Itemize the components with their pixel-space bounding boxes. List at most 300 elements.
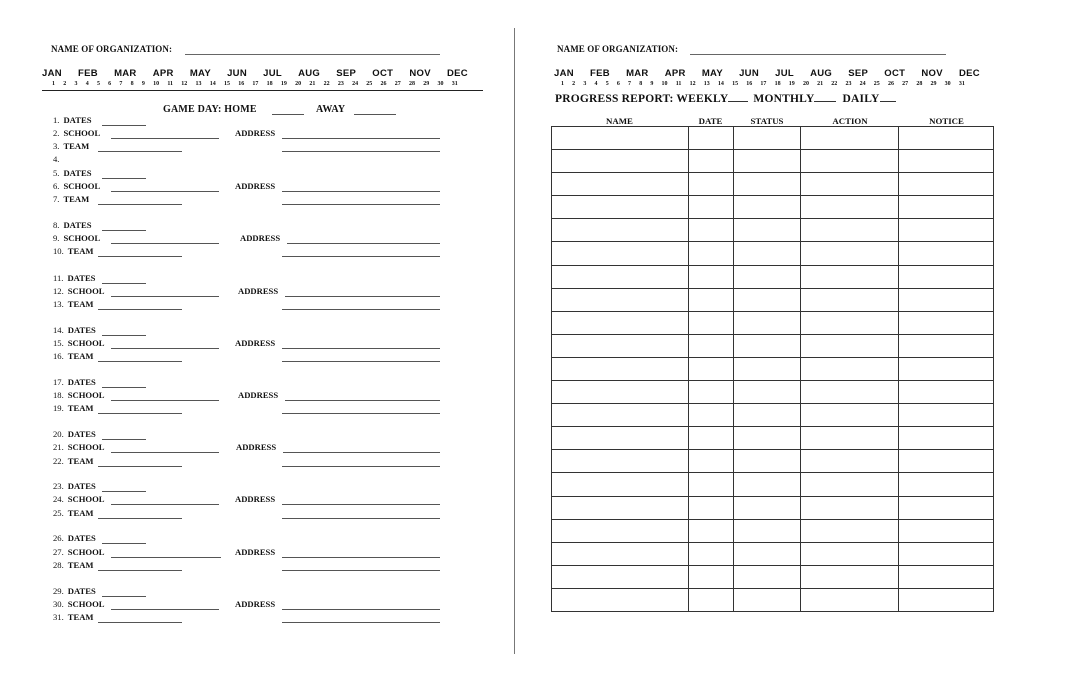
school-field[interactable] xyxy=(111,609,219,610)
month-option[interactable]: JUN xyxy=(739,68,759,79)
entry-line xyxy=(53,390,105,400)
table-cell[interactable] xyxy=(733,357,801,380)
table-cell[interactable] xyxy=(899,588,994,611)
table-cell[interactable] xyxy=(552,519,689,542)
month-option[interactable]: AUG xyxy=(810,68,833,79)
entry-line xyxy=(53,442,105,452)
table-cell[interactable] xyxy=(733,588,801,611)
line-number: 5. xyxy=(53,168,60,178)
table-row xyxy=(552,473,994,496)
day-option[interactable]: 20 xyxy=(802,81,809,87)
school-field[interactable] xyxy=(111,296,219,297)
table-cell[interactable] xyxy=(801,219,899,242)
line-label: TEAM xyxy=(67,612,94,622)
team-field[interactable] xyxy=(98,466,182,467)
left-org-label: NAME OF ORGANIZATION: xyxy=(51,44,173,54)
month-option[interactable]: AUG xyxy=(298,68,321,79)
day-option[interactable]: 5 xyxy=(96,81,100,87)
day-option[interactable]: 29 xyxy=(423,81,430,87)
day-option[interactable]: 13 xyxy=(703,81,710,87)
table-cell[interactable] xyxy=(801,565,899,588)
day-option[interactable]: 18 xyxy=(774,81,781,87)
table-cell[interactable] xyxy=(688,588,733,611)
team-field[interactable] xyxy=(98,256,182,257)
line-number: 19. xyxy=(53,403,64,413)
table-cell[interactable] xyxy=(899,219,994,242)
line-number: 26. xyxy=(53,533,64,543)
address-field[interactable] xyxy=(282,557,440,558)
table-cell[interactable] xyxy=(801,265,899,288)
table-cell[interactable] xyxy=(733,196,801,219)
month-option[interactable]: SEP xyxy=(848,68,869,79)
day-option[interactable]: 13 xyxy=(195,81,202,87)
entry-line xyxy=(53,533,96,543)
col-header-action: ACTION xyxy=(832,116,868,126)
day-option[interactable]: 9 xyxy=(650,81,654,87)
daily-field[interactable] xyxy=(880,91,896,102)
day-option[interactable]: 29 xyxy=(930,81,937,87)
table-cell[interactable] xyxy=(801,334,899,357)
table-cell[interactable] xyxy=(733,450,801,473)
table-cell[interactable] xyxy=(733,311,801,334)
table-row xyxy=(552,450,994,473)
day-option[interactable]: 11 xyxy=(675,81,682,87)
table-cell[interactable] xyxy=(688,496,733,519)
table-cell[interactable] xyxy=(733,173,801,196)
school-field[interactable] xyxy=(111,348,219,349)
table-cell[interactable] xyxy=(688,150,733,173)
table-cell[interactable] xyxy=(733,496,801,519)
line-label: TEAM xyxy=(67,456,94,466)
table-cell[interactable] xyxy=(801,450,899,473)
table-cell[interactable] xyxy=(733,381,801,404)
day-option[interactable]: 27 xyxy=(394,81,401,87)
line-number: 4. xyxy=(53,154,60,164)
table-cell[interactable] xyxy=(733,288,801,311)
table-cell[interactable] xyxy=(899,196,994,219)
dates-field[interactable] xyxy=(102,283,146,284)
line-number: 18. xyxy=(53,390,64,400)
table-cell[interactable] xyxy=(688,357,733,380)
school-field[interactable] xyxy=(111,400,219,401)
dates-field[interactable] xyxy=(102,543,146,544)
day-option[interactable]: 2 xyxy=(63,81,67,87)
day-option[interactable]: 28 xyxy=(409,81,415,87)
table-row xyxy=(552,565,994,588)
table-cell[interactable] xyxy=(899,242,994,265)
day-option[interactable]: 31 xyxy=(451,81,458,87)
table-cell[interactable] xyxy=(801,196,899,219)
day-option[interactable]: 7 xyxy=(628,81,632,87)
day-option[interactable]: 22 xyxy=(831,81,838,87)
table-cell[interactable] xyxy=(801,381,899,404)
table-cell[interactable] xyxy=(688,404,733,427)
table-cell[interactable] xyxy=(552,404,689,427)
table-cell[interactable] xyxy=(552,588,689,611)
month-option[interactable]: MAY xyxy=(701,68,723,79)
address-field[interactable] xyxy=(287,243,440,244)
month-option[interactable]: JUL xyxy=(775,68,794,79)
table-cell[interactable] xyxy=(899,496,994,519)
month-option[interactable]: OCT xyxy=(884,68,906,79)
table-cell[interactable] xyxy=(552,196,689,219)
day-option[interactable]: 17 xyxy=(252,81,259,87)
table-row xyxy=(552,265,994,288)
monthly-field[interactable] xyxy=(814,91,836,102)
day-option[interactable]: 26 xyxy=(887,81,894,87)
table-cell[interactable] xyxy=(733,542,801,565)
address-field[interactable] xyxy=(282,138,440,139)
line-number: 16. xyxy=(53,351,64,361)
table-cell[interactable] xyxy=(801,473,899,496)
address-field[interactable] xyxy=(285,296,440,297)
table-cell[interactable] xyxy=(733,334,801,357)
month-option[interactable]: JAN xyxy=(554,68,574,79)
table-cell[interactable] xyxy=(899,150,994,173)
line-number: 10. xyxy=(53,246,64,256)
left-days-row xyxy=(52,81,458,87)
table-cell[interactable] xyxy=(552,242,689,265)
day-option[interactable]: 19 xyxy=(788,81,795,87)
line-number: 30. xyxy=(53,599,64,609)
day-option[interactable]: 31 xyxy=(958,81,965,87)
day-option[interactable]: 19 xyxy=(280,81,287,87)
line-number: 24. xyxy=(53,494,64,504)
table-cell[interactable] xyxy=(899,173,994,196)
day-option[interactable]: 2 xyxy=(572,81,576,87)
table-cell[interactable] xyxy=(552,357,689,380)
table-cell[interactable] xyxy=(801,404,899,427)
month-option[interactable]: JUL xyxy=(263,68,282,79)
table-cell[interactable] xyxy=(801,173,899,196)
table-cell[interactable] xyxy=(688,427,733,450)
day-option[interactable]: 10 xyxy=(661,81,668,87)
line-label: DATES xyxy=(67,586,96,596)
table-cell[interactable] xyxy=(552,173,689,196)
month-option[interactable]: DEC xyxy=(959,68,980,79)
table-cell[interactable] xyxy=(899,473,994,496)
team-field[interactable] xyxy=(98,204,182,205)
dates-field[interactable] xyxy=(102,387,146,388)
day-option[interactable]: 11 xyxy=(167,81,174,87)
table-cell[interactable] xyxy=(733,150,801,173)
progress-daily-label: DAILY xyxy=(842,93,880,105)
table-cell[interactable] xyxy=(552,127,689,150)
day-option[interactable]: 24 xyxy=(352,81,359,87)
table-cell[interactable] xyxy=(688,542,733,565)
away-field[interactable] xyxy=(354,114,396,115)
day-option[interactable]: 1 xyxy=(52,81,55,87)
day-option[interactable]: 7 xyxy=(119,81,123,87)
right-org-field[interactable] xyxy=(690,46,946,55)
address-second-line-field[interactable] xyxy=(282,413,440,414)
away-label: AWAY xyxy=(316,104,346,115)
table-cell[interactable] xyxy=(688,196,733,219)
day-option[interactable]: 22 xyxy=(323,81,330,87)
day-option[interactable]: 28 xyxy=(916,81,923,87)
dates-field[interactable] xyxy=(102,178,146,179)
day-option[interactable]: 15 xyxy=(223,81,230,87)
table-cell[interactable] xyxy=(899,542,994,565)
table-cell[interactable] xyxy=(552,265,689,288)
line-label: SCHOOL xyxy=(67,338,105,348)
table-cell[interactable] xyxy=(899,127,994,150)
team-field[interactable] xyxy=(98,309,182,310)
day-option[interactable]: 1 xyxy=(561,81,564,87)
month-option[interactable]: MAR xyxy=(114,68,137,79)
address-field[interactable] xyxy=(285,400,440,401)
day-option[interactable]: 24 xyxy=(859,81,866,87)
table-cell[interactable] xyxy=(688,334,733,357)
table-cell[interactable] xyxy=(688,219,733,242)
day-option[interactable]: 12 xyxy=(689,81,696,87)
table-cell[interactable] xyxy=(899,265,994,288)
day-option[interactable]: 30 xyxy=(437,81,444,87)
entry-line xyxy=(53,325,96,335)
left-org-field[interactable] xyxy=(185,46,440,55)
day-option[interactable]: 5 xyxy=(605,81,609,87)
table-cell[interactable] xyxy=(801,288,899,311)
weekly-field[interactable] xyxy=(728,91,748,102)
table-cell[interactable] xyxy=(899,519,994,542)
month-option[interactable]: APR xyxy=(664,68,686,79)
day-option[interactable]: 3 xyxy=(583,81,587,87)
month-option[interactable]: NOV xyxy=(921,68,943,79)
address-field[interactable] xyxy=(283,452,440,453)
day-option[interactable]: 6 xyxy=(616,81,620,87)
table-cell[interactable] xyxy=(899,311,994,334)
table-cell[interactable] xyxy=(552,219,689,242)
team-field[interactable] xyxy=(98,361,182,362)
address-second-line-field[interactable] xyxy=(282,518,440,519)
table-cell[interactable] xyxy=(899,381,994,404)
table-cell[interactable] xyxy=(801,150,899,173)
day-option[interactable]: 30 xyxy=(944,81,951,87)
table-cell[interactable] xyxy=(552,450,689,473)
table-cell[interactable] xyxy=(733,404,801,427)
month-option[interactable]: SEP xyxy=(336,68,357,79)
team-field[interactable] xyxy=(98,151,182,152)
dates-field[interactable] xyxy=(102,335,146,336)
table-cell[interactable] xyxy=(688,242,733,265)
day-option[interactable]: 21 xyxy=(817,81,824,87)
month-option[interactable]: OCT xyxy=(372,68,394,79)
table-cell[interactable] xyxy=(733,519,801,542)
month-option[interactable]: DEC xyxy=(447,68,468,79)
home-field[interactable] xyxy=(272,114,304,115)
table-cell[interactable] xyxy=(552,496,689,519)
team-field[interactable] xyxy=(98,413,182,414)
table-cell[interactable] xyxy=(733,219,801,242)
school-field[interactable] xyxy=(111,452,219,453)
table-cell[interactable] xyxy=(899,427,994,450)
day-option[interactable]: 25 xyxy=(873,81,880,87)
month-option[interactable]: NOV xyxy=(409,68,431,79)
right-org-label: NAME OF ORGANIZATION: xyxy=(557,44,679,54)
day-option[interactable]: 14 xyxy=(209,81,216,87)
day-option[interactable]: 12 xyxy=(181,81,188,87)
address-label: ADDRESS xyxy=(240,233,281,243)
day-option[interactable]: 16 xyxy=(746,81,753,87)
address-second-line-field[interactable] xyxy=(282,256,440,257)
month-option[interactable]: APR xyxy=(152,68,174,79)
day-option[interactable]: 9 xyxy=(141,81,145,87)
table-cell[interactable] xyxy=(899,334,994,357)
table-cell[interactable] xyxy=(552,334,689,357)
table-cell[interactable] xyxy=(899,357,994,380)
address-field[interactable] xyxy=(282,191,440,192)
dates-field[interactable] xyxy=(102,439,146,440)
day-option[interactable]: 4 xyxy=(85,81,89,87)
line-number: 20. xyxy=(53,429,64,439)
day-option[interactable]: 14 xyxy=(717,81,724,87)
table-cell[interactable] xyxy=(688,473,733,496)
right-months-row xyxy=(554,68,980,79)
school-field[interactable] xyxy=(111,243,219,244)
dates-field[interactable] xyxy=(102,596,146,597)
day-option[interactable]: 8 xyxy=(130,81,134,87)
entry-line xyxy=(53,456,94,466)
line-number: 15. xyxy=(53,338,64,348)
dates-field[interactable] xyxy=(102,230,146,231)
table-cell[interactable] xyxy=(801,427,899,450)
entry-line xyxy=(53,494,105,504)
table-cell[interactable] xyxy=(801,588,899,611)
table-cell[interactable] xyxy=(733,427,801,450)
day-option[interactable]: 20 xyxy=(295,81,302,87)
address-field[interactable] xyxy=(282,609,440,610)
day-option[interactable]: 15 xyxy=(732,81,739,87)
table-cell[interactable] xyxy=(899,565,994,588)
address-second-line-field[interactable] xyxy=(282,570,440,571)
address-label: ADDRESS xyxy=(238,286,279,296)
team-field[interactable] xyxy=(98,570,182,571)
day-option[interactable]: 3 xyxy=(74,81,78,87)
table-cell[interactable] xyxy=(552,150,689,173)
day-option[interactable]: 23 xyxy=(845,81,852,87)
school-field[interactable] xyxy=(111,504,219,505)
day-option[interactable]: 25 xyxy=(366,81,373,87)
table-cell[interactable] xyxy=(733,242,801,265)
table-cell[interactable] xyxy=(552,427,689,450)
table-cell[interactable] xyxy=(688,519,733,542)
progress-table xyxy=(551,126,994,612)
entry-line xyxy=(53,560,94,570)
table-cell[interactable] xyxy=(801,519,899,542)
table-cell[interactable] xyxy=(552,542,689,565)
table-cell[interactable] xyxy=(688,565,733,588)
table-cell[interactable] xyxy=(733,565,801,588)
day-option[interactable]: 6 xyxy=(108,81,112,87)
table-row xyxy=(552,588,994,611)
dates-field[interactable] xyxy=(102,125,146,126)
day-option[interactable]: 21 xyxy=(309,81,316,87)
school-field[interactable] xyxy=(111,138,219,139)
table-cell[interactable] xyxy=(688,381,733,404)
table-cell[interactable] xyxy=(688,127,733,150)
address-second-line-field[interactable] xyxy=(282,622,440,623)
table-cell[interactable] xyxy=(733,473,801,496)
table-cell[interactable] xyxy=(899,288,994,311)
line-number: 28. xyxy=(53,560,64,570)
table-cell[interactable] xyxy=(552,381,689,404)
month-option[interactable]: JAN xyxy=(42,68,62,79)
month-option[interactable]: JUN xyxy=(227,68,247,79)
line-label: DATES xyxy=(67,533,96,543)
table-cell[interactable] xyxy=(552,311,689,334)
entry-line xyxy=(53,481,96,491)
month-option[interactable]: FEB xyxy=(78,68,98,79)
line-label: TEAM xyxy=(67,560,94,570)
address-second-line-field[interactable] xyxy=(282,204,440,205)
day-option[interactable]: 10 xyxy=(153,81,160,87)
table-cell[interactable] xyxy=(801,311,899,334)
table-cell[interactable] xyxy=(801,127,899,150)
day-option[interactable]: 16 xyxy=(238,81,245,87)
table-cell[interactable] xyxy=(688,450,733,473)
entry-line xyxy=(53,246,94,256)
address-field[interactable] xyxy=(282,504,440,505)
extra-field[interactable] xyxy=(203,557,221,558)
table-cell[interactable] xyxy=(801,496,899,519)
table-cell[interactable] xyxy=(801,357,899,380)
month-option[interactable]: MAR xyxy=(626,68,649,79)
line-label: SCHOOL xyxy=(63,181,101,191)
table-cell[interactable] xyxy=(688,173,733,196)
dates-field[interactable] xyxy=(102,491,146,492)
entry-line xyxy=(53,403,94,413)
table-cell[interactable] xyxy=(552,473,689,496)
school-field[interactable] xyxy=(111,191,219,192)
table-cell[interactable] xyxy=(899,404,994,427)
team-field[interactable] xyxy=(98,518,182,519)
line-label: DATES xyxy=(63,115,92,125)
col-header-name: NAME xyxy=(606,116,633,126)
table-cell[interactable] xyxy=(552,565,689,588)
team-field[interactable] xyxy=(98,622,182,623)
address-second-line-field[interactable] xyxy=(282,151,440,152)
day-option[interactable]: 4 xyxy=(594,81,598,87)
right-days-row xyxy=(561,81,965,87)
table-row xyxy=(552,357,994,380)
table-cell[interactable] xyxy=(552,288,689,311)
table-cell[interactable] xyxy=(733,265,801,288)
line-label: DATES xyxy=(63,220,92,230)
day-option[interactable]: 23 xyxy=(337,81,344,87)
day-option[interactable]: 8 xyxy=(639,81,643,87)
day-option[interactable]: 17 xyxy=(760,81,767,87)
table-row xyxy=(552,219,994,242)
month-option[interactable]: FEB xyxy=(590,68,610,79)
day-option[interactable]: 27 xyxy=(902,81,909,87)
table-cell[interactable] xyxy=(733,127,801,150)
address-second-line-field[interactable] xyxy=(282,466,440,467)
address-second-line-field[interactable] xyxy=(282,309,440,310)
table-cell[interactable] xyxy=(688,311,733,334)
line-label: SCHOOL xyxy=(67,286,105,296)
table-row xyxy=(552,381,994,404)
table-cell[interactable] xyxy=(688,265,733,288)
address-second-line-field[interactable] xyxy=(282,361,440,362)
day-option[interactable]: 18 xyxy=(266,81,273,87)
month-option[interactable]: MAY xyxy=(189,68,211,79)
table-cell[interactable] xyxy=(688,288,733,311)
table-cell[interactable] xyxy=(801,242,899,265)
address-field[interactable] xyxy=(282,348,440,349)
table-cell[interactable] xyxy=(899,450,994,473)
table-cell[interactable] xyxy=(801,542,899,565)
day-option[interactable]: 26 xyxy=(380,81,387,87)
